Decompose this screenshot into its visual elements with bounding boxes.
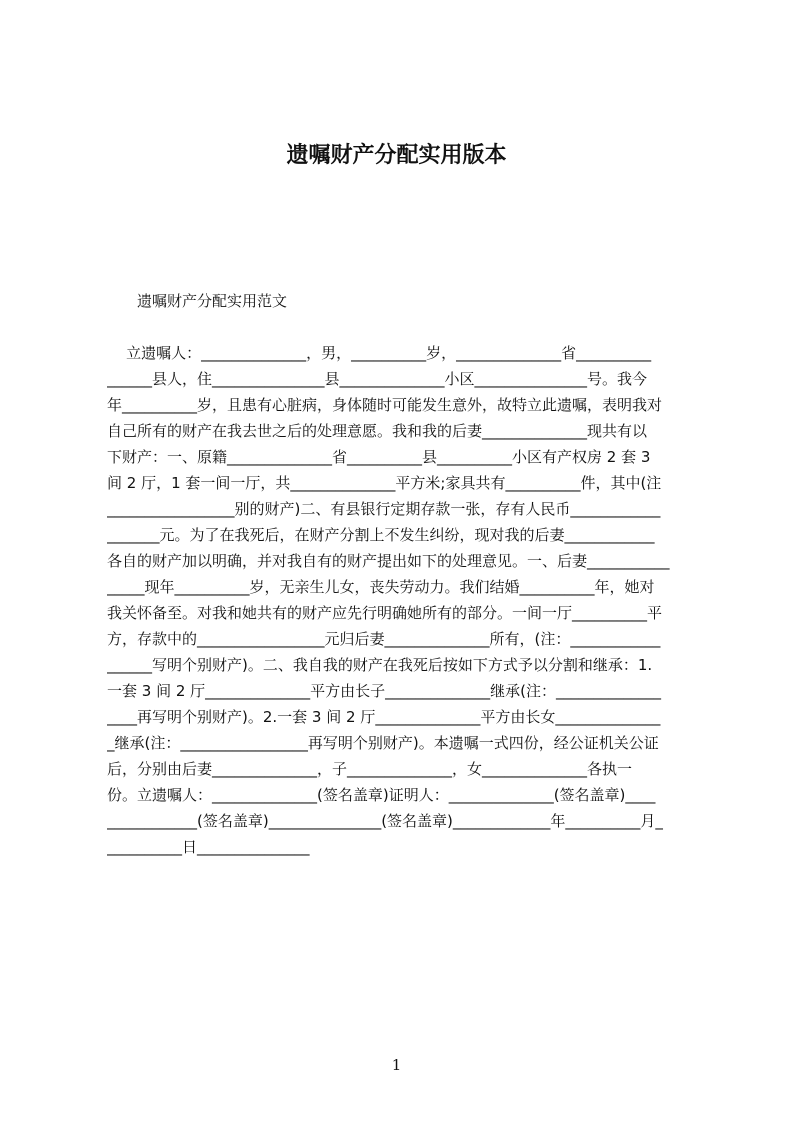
body-line: _继承(注：_________________再写明个别财产)。本遗嘱一式四份，经公证机关公证 bbox=[107, 734, 659, 752]
body-line: _______元。为了在我死后，在财产分割上不发生纠纷，现对我的后妻____________ bbox=[107, 526, 655, 544]
body-line: 各自的财产加以明确，并对我自有的财产提出如下的处理意见。一、后妻___________ bbox=[107, 552, 670, 570]
document-subtitle: 遗嘱财产分配实用范文 bbox=[137, 292, 288, 310]
body-line: ______写明个别财产)。二、我自我的财产在我死后按如下方式予以分割和继承：1. bbox=[107, 656, 653, 674]
body-line: 我关怀备至。对我和她共有的财产应先行明确她所有的部分。一间一厅__________平 bbox=[107, 604, 663, 622]
body-line: 立遗嘱人：______________，男，__________岁，______________省__________ bbox=[107, 344, 652, 362]
body-line: ______县人，住_______________县______________小区_______________号。我今 bbox=[107, 370, 648, 388]
body-line: __________日_______________ bbox=[107, 838, 310, 856]
page-title: 遗嘱财产分配实用版本 bbox=[286, 143, 507, 168]
body-line: _________________别的财产)二、有县银行定期存款一张，存有人民币____________ bbox=[107, 500, 661, 518]
body-line: 方，存款中的_________________元归后妻______________所有，(注：____________ bbox=[107, 630, 661, 648]
body-line: _____现年__________岁，无亲生儿女，丧失劳动力。我们结婚__________年，她对 bbox=[107, 578, 655, 596]
body-line: ____________(签名盖章)_______________(签名盖章)_____________年__________月_ bbox=[107, 812, 663, 830]
body-line: 年__________岁，且患有心脏病，身体随时可能发生意外，故特立此遗嘱，表明我对 bbox=[107, 396, 663, 414]
body-line: 下财产：一、原籍______________省__________县__________小区有产权房 2 套 3 bbox=[107, 448, 651, 466]
body-line: 后，分别由后妻______________，子______________，女______________各执一 bbox=[107, 760, 633, 778]
body-line: 间 2 厅，1 套一间一厅，共______________平方米;家具共有__________件，其中(注 bbox=[107, 474, 662, 492]
body-line: 份。立遗嘱人：______________(签名盖章)证明人：______________(签名盖章)____ bbox=[107, 786, 656, 804]
body-line: ____再写明个别财产)。2.一套 3 间 2 厅______________平方由长女______________ bbox=[107, 708, 661, 726]
page-number: 1 bbox=[391, 1056, 402, 1074]
body-line: 自己所有的财产在我去世之后的处理意愿。我和我的后妻______________现共有以 bbox=[107, 422, 648, 440]
body-line: 一套 3 间 2 厅______________平方由长子______________继承(注：______________ bbox=[107, 682, 662, 700]
